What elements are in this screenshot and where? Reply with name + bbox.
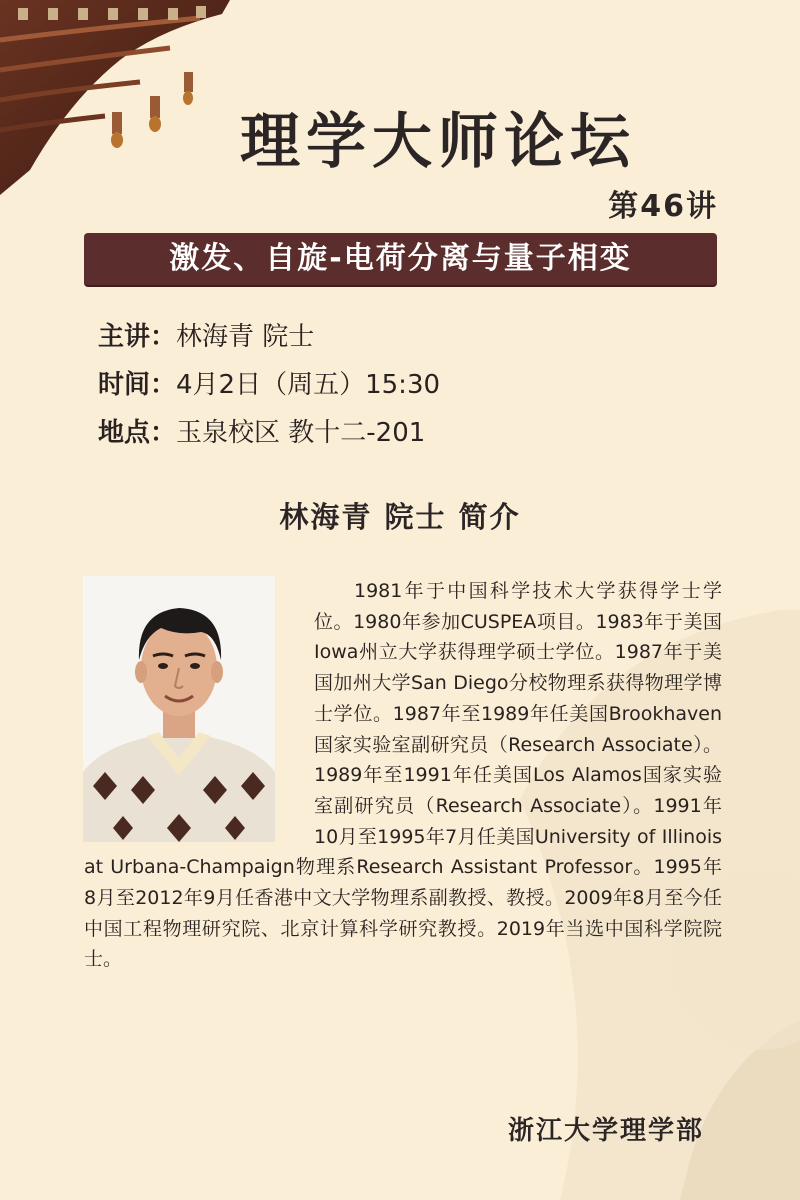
time-line [98, 372, 440, 398]
lecture-number: 第46讲 [608, 189, 718, 224]
portrait-illustration [83, 576, 275, 842]
speaker-value: 林海青 院士 [176, 322, 315, 352]
place-label: 地点： [98, 418, 177, 448]
place-line [98, 420, 425, 446]
time-value: 4月2日（周五）15:30 [176, 370, 441, 400]
speaker-line [98, 324, 314, 350]
bio-paragraph: 1981年于中国科学技术大学获得学士学位。1980年参加CUSPEA项目。1983年于美国Iowa州立大学获得理学硕士学位。1987年于美国加州大学San Diego分校物理系获得物理学博士学位。1987年至1989年任美国Brookhaven国家实验室副研究员（Research Associate）。1989年至1991年任美国Los Alamos国家实验室副研究员（Research Associate）。1991年10月至1995年7月任美国University of Illinois at Urbana-Champaign物理系Research Assistant Professor。1995年8月至2012年9月任香港中文大学物理系副教授、教授。2009年8月至今任中国工程物理研究院、北京计算科学研究教授。2019年当选中国科学院院士。 [84, 580, 722, 971]
organizer-name: 浙江大学理学部 [507, 1116, 704, 1146]
topic-title: 激发、自旋-电荷分离与量子相变 [169, 241, 632, 276]
forum-title: 理学大师论坛 [240, 107, 636, 177]
speaker-label: 主讲： [98, 322, 177, 352]
bio-heading: 林海青 院士 简介 [279, 500, 521, 534]
eaves-illustration [0, 0, 230, 200]
speaker-photo [83, 576, 275, 842]
topic-banner [84, 233, 717, 285]
time-label: 时间： [98, 370, 177, 400]
place-value: 玉泉校区 教十二-201 [176, 418, 426, 448]
